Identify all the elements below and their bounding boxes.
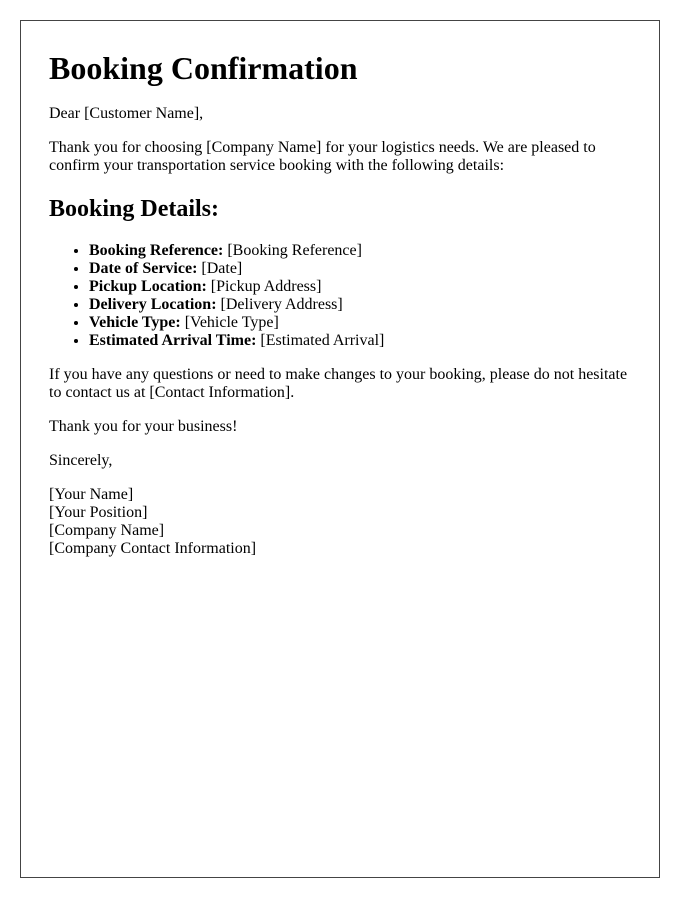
page-title: Booking Confirmation bbox=[49, 50, 358, 86]
thanks-text: Thank you for your business! bbox=[49, 418, 238, 435]
detail-item-booking-reference bbox=[89, 242, 631, 260]
detail-item-pickup-location bbox=[89, 278, 631, 296]
detail-value: [Vehicle Type] bbox=[184, 314, 279, 331]
detail-item-estimated-arrival bbox=[89, 332, 631, 350]
detail-item-date-of-service bbox=[89, 260, 631, 278]
detail-value: [Pickup Address] bbox=[210, 278, 322, 295]
signoff-text: Sincerely, bbox=[49, 452, 113, 469]
detail-label: Vehicle Type: bbox=[89, 314, 181, 331]
signature-block bbox=[49, 486, 631, 558]
detail-label: Delivery Location: bbox=[89, 296, 217, 313]
detail-value: [Booking Reference] bbox=[227, 242, 362, 259]
detail-value: [Delivery Address] bbox=[220, 296, 343, 313]
detail-label: Estimated Arrival Time: bbox=[89, 332, 257, 349]
detail-value: [Date] bbox=[201, 260, 243, 277]
letter-page bbox=[20, 20, 660, 878]
detail-label: Booking Reference: bbox=[89, 242, 224, 259]
greeting-text: Dear [Customer Name], bbox=[49, 105, 204, 122]
detail-value: [Estimated Arrival] bbox=[260, 332, 385, 349]
booking-details-heading: Booking Details: bbox=[49, 196, 220, 222]
intro-paragraph: Thank you for choosing [Company Name] for your logistics needs. We are pleased to confirm your transportation service booking with the following details: bbox=[49, 139, 596, 174]
signature-company: [Company Name] bbox=[49, 522, 165, 539]
detail-label: Pickup Location: bbox=[89, 278, 207, 295]
signature-position: [Your Position] bbox=[49, 504, 148, 521]
detail-item-delivery-location bbox=[89, 296, 631, 314]
signature-contact: [Company Contact Information] bbox=[49, 540, 257, 557]
signature-name: [Your Name] bbox=[49, 486, 134, 503]
booking-details-list bbox=[49, 242, 631, 350]
detail-item-vehicle-type bbox=[89, 314, 631, 332]
questions-paragraph: If you have any questions or need to make changes to your booking, please do not hesitate to contact us at [Contact Information]. bbox=[49, 366, 628, 401]
detail-label: Date of Service: bbox=[89, 260, 198, 277]
